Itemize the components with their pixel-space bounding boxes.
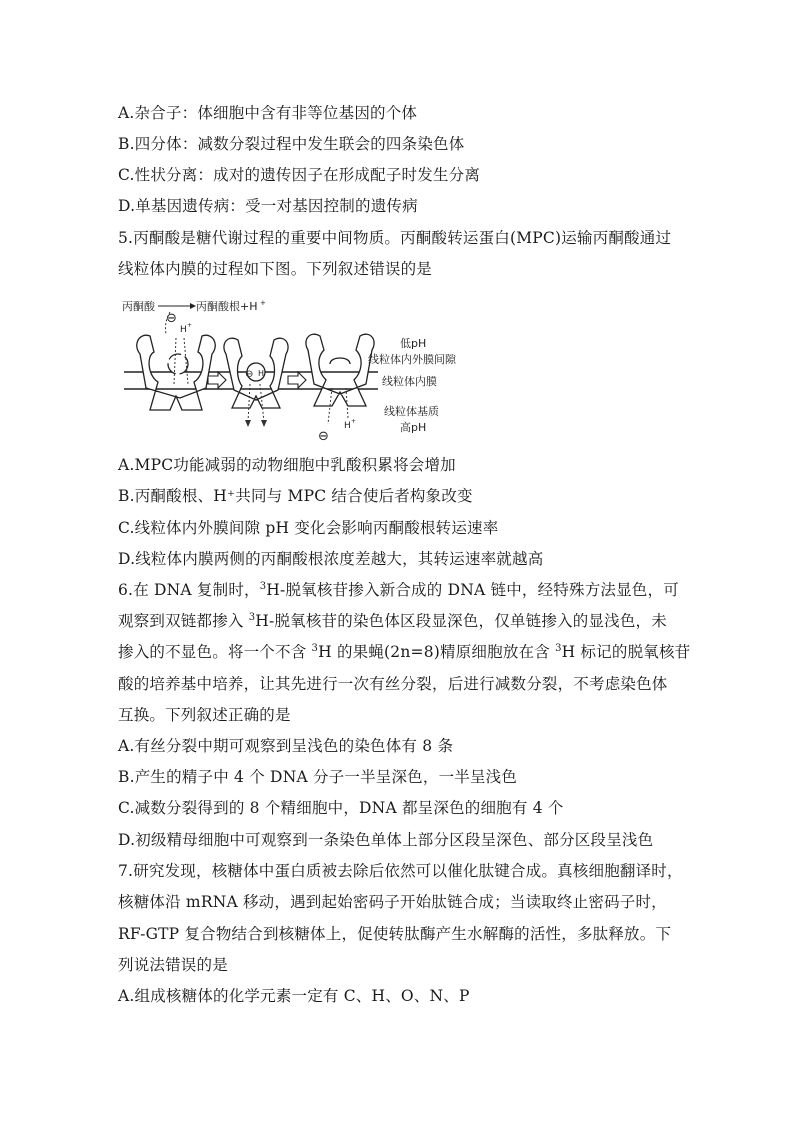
mpc-transport-diagram: [118, 292, 456, 444]
transporter-occluded: [224, 338, 288, 408]
q6-stem-line-1: 6.在 DNA 复制时，$^3$H-脱氧核苷掺入新合成的 DNA 链中，经特殊方法显色，可: [118, 581, 679, 599]
q6-stem-line-4: 酸的培养基中培养，让其先进行一次有丝分裂，后进行减数分裂，不考虑染色体: [118, 675, 668, 693]
q7-option-a: A.组成核糖体的化学元素一定有 C、H、O、N、P: [118, 987, 470, 1005]
step-arrow-2: [288, 372, 306, 388]
h-label-2: H: [258, 369, 265, 378]
q5-option-c: C.线粒体内外膜间隙 pH 变化会影响丙酮酸根转运速率: [118, 519, 499, 537]
minus-icon-1: ⊖: [166, 311, 177, 326]
q6-stem-line-3: 掺入的不显色。将一个不含 $^3$H 的果蝇(2n=8)精原细胞放在含 $^3$H 标记的脱氧核苷: [118, 643, 691, 661]
h-label-1: H: [180, 325, 187, 335]
q6-stem-line-5: 互换。下列叙述正确的是: [118, 706, 291, 724]
reaction-h-sup: +: [260, 299, 266, 307]
svg-text:+: +: [187, 322, 193, 329]
q6-stem-line-2: 观察到双链都掺入 $^3$H-脱氧核苷的染色体区段显深色，仅单链掺入的显浅色，未: [118, 612, 667, 630]
q6-option-d: D.初级精母细胞中可观察到一条染色单体上部分区段呈深色、部分区段呈浅色: [118, 831, 654, 849]
label-high-ph: 高pH: [400, 421, 427, 434]
label-intermembrane-space: 线粒体内外膜间隙: [368, 353, 456, 366]
reaction-pyruvate-h: 丙酮酸根+H: [196, 300, 258, 313]
q5-option-b: B.丙酮酸根、H⁺共同与 MPC 结合使后者构象改变: [118, 487, 473, 505]
step-arrow-1: [208, 372, 226, 388]
h-label-3: H: [344, 421, 351, 431]
minus-icon-3: ⊖: [318, 429, 329, 444]
q6-option-b: B.产生的精子中 4 个 DNA 分子一半呈深色，一半呈浅色: [118, 768, 518, 786]
q5-option-d: D.线粒体内膜两侧的丙酮酸根浓度差越大，其转运速率就越高: [118, 550, 544, 568]
q4-option-a: A.杂合子：体细胞中含有非等位基因的个体: [118, 104, 418, 122]
q7-stem-line-1: 7.研究发现，核糖体中蛋白质被去除后依然可以催化肽键合成。真核细胞翻译时，: [118, 862, 683, 880]
label-low-ph: 低pH: [400, 337, 427, 350]
minus-icon-2: ⊖: [245, 369, 254, 380]
reaction-pyruvic-acid: 丙酮酸: [122, 300, 155, 313]
q6-option-a: A.有丝分裂中期可观察到呈浅色的染色体有 8 条: [118, 737, 454, 755]
q6-option-c: C.减数分裂得到的 8 个精细胞中，DNA 都呈深色的细胞有 4 个: [118, 799, 564, 817]
q7-stem-line-2: 核糖体沿 mRNA 移动，遇到起始密码子开始肽链合成；当读取终止密码子时，: [118, 893, 667, 911]
q7-stem-line-4: 列说法错误的是: [118, 956, 228, 974]
svg-text:+: +: [351, 418, 357, 425]
label-inner-membrane: 线粒体内膜: [382, 375, 437, 388]
q4-option-d: D.单基因遗传病：受一对基因控制的遗传病: [118, 197, 418, 215]
transporter-open-inward: [306, 334, 374, 406]
q5-stem-line-1: 5.丙酮酸是糖代谢过程的重要中间物质。丙酮酸转运蛋白(MPC)运输丙酮酸通过: [118, 229, 672, 247]
q7-stem-line-3: RF-GTP 复合物结合到核糖体上，促使转肽酶产生水解酶的活性，多肽释放。下: [118, 925, 672, 943]
q4-option-c: C.性状分离：成对的遗传因子在形成配子时发生分离: [118, 166, 481, 184]
q5-option-a: A.MPC功能减弱的动物细胞中乳酸积累将会增加: [118, 456, 456, 474]
label-matrix: 线粒体基质: [384, 405, 439, 418]
q4-option-b: B.四分体：减数分裂过程中发生联会的四条染色体: [118, 135, 465, 153]
q5-stem-line-2: 线粒体内膜的过程如下图。下列叙述错误的是: [118, 260, 433, 278]
